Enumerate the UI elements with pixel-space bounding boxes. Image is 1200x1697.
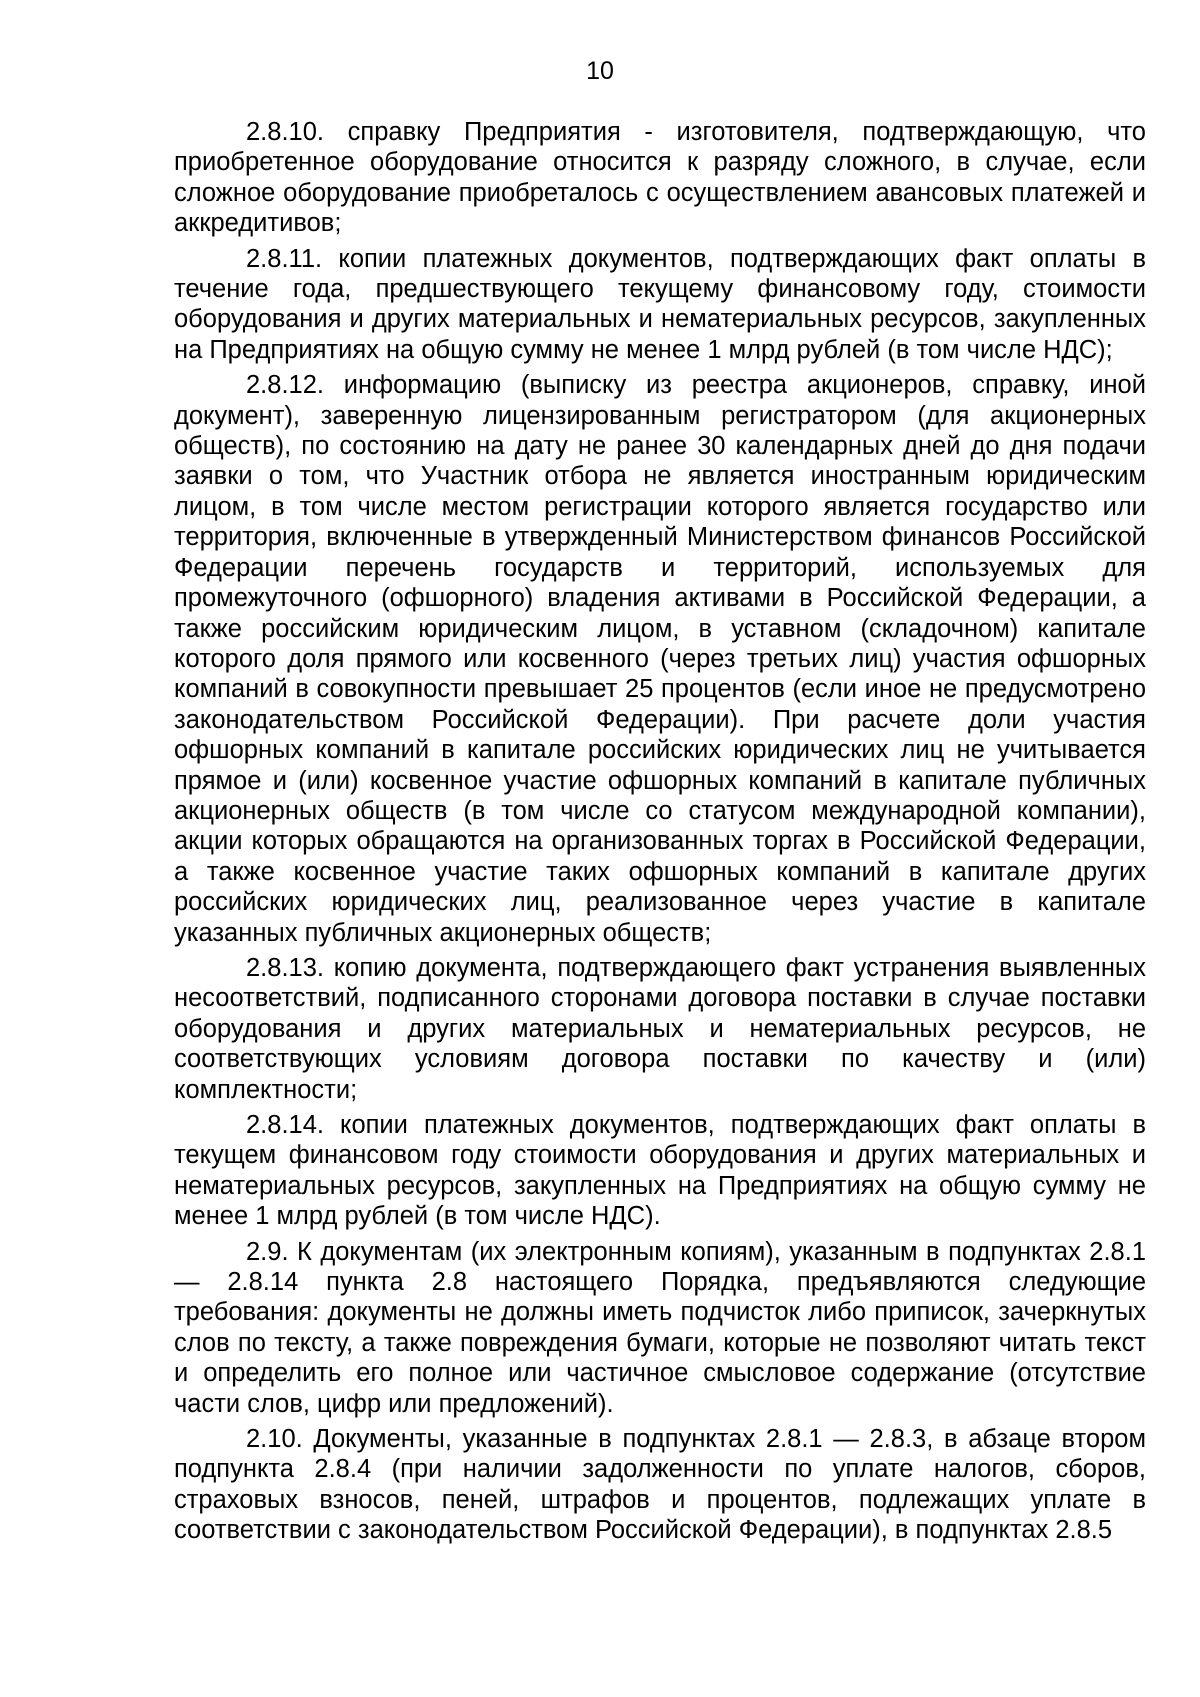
paragraph-2-8-14: 2.8.14. копии платежных документов, подтверждающих факт оплаты в текущем финансовом году стоимости оборудования и других материальных и нематериальных ресурсов, закупленных на Предприятиях на общую сумму не менее 1 млрд рублей (в том числе НДС). [174, 1111, 1146, 1231]
document-body [174, 117, 1146, 1551]
paragraph-2-8-10: 2.8.10. справку Предприятия - изготовителя, подтверждающую, что приобретенное оборудование относится к разряду сложного, в случае, если сложное оборудование приобреталось с осуществлением авансовых платежей и аккредитивов; [174, 118, 1146, 238]
paragraph-2-8-13: 2.8.13. копию документа, подтверждающего факт устранения выявленных несоответствий, подписанного сторонами договора поставки в случае поставки оборудования и других материальных и нематериальных ресурсов, не соответствующих условиям договора поставки по качеству и (или) комплектности; [174, 953, 1146, 1104]
paragraph-2-8-11: 2.8.11. копии платежных документов, подтверждающих факт оплаты в течение года, предшествующего текущему финансовому году, стоимости оборудования и других материальных и нематериальных ресурсов, закупленных на Предприятиях на общую сумму не менее 1 млрд рублей (в том числе НДС); [174, 244, 1146, 364]
paragraph-2-9: 2.9. К документам (их электронным копиям), указанным в подпунктах 2.8.1 — 2.8.14 пункта 2.8 настоящего Порядка, предъявляются следующие требования: документы не должны иметь подчисток либо приписок, зачеркнутых слов по тексту, а также повреждения бумаги, которые не позволяют читать текст и определить его полное или частичное смысловое содержание (отсутствие части слов, цифр или предложений). [174, 1237, 1146, 1418]
page-number: 10 [586, 57, 614, 85]
paragraph-2-10: 2.10. Документы, указанные в подпунктах 2.8.1 — 2.8.3, в абзаце втором подпункта 2.8.4 (при наличии задолженности по уплате налогов, сборов, страховых взносов, пеней, штрафов и процентов, подлежащих уплате в соответствии с законодательством Российской Федерации), в подпунктах 2.8.5 [174, 1425, 1146, 1545]
paragraph-2-8-12: 2.8.12. информацию (выписку из реестра акционеров, справку, иной документ), заверенную лицензированным регистратором (для акционерных обществ), по состоянию на дату не ранее 30 календарных дней до дня подачи заявки о том, что Участник отбора не является иностранным юридическим лицом, в том числе местом регистрации которого является государство или территория, включенные в утвержденный Министерством финансов Российской Федерации перечень государств и территорий, используемых для промежуточного (офшорного) владения активами в Российской Федерации, а также российским юридическим лицом, в уставном (складочном) капитале которого доля прямого или косвенного (через третьих лиц) участия офшорных компаний в совокупности превышает 25 процентов (если иное не предусмотрено законодательством Российской Федерации). При расчете доли участия офшорных компаний в капитале российских юридических лиц не учитывается прямое и (или) косвенное участие офшорных компаний в капитале публичных акционерных обществ (в том числе со статусом международной компании), акции которых обращаются на организованных торгах в Российской Федерации, а также косвенное участие таких офшорных компаний в капитале других российских юридических лиц, реализованное через участие в капитале указанных публичных акционерных обществ; [174, 371, 1146, 947]
